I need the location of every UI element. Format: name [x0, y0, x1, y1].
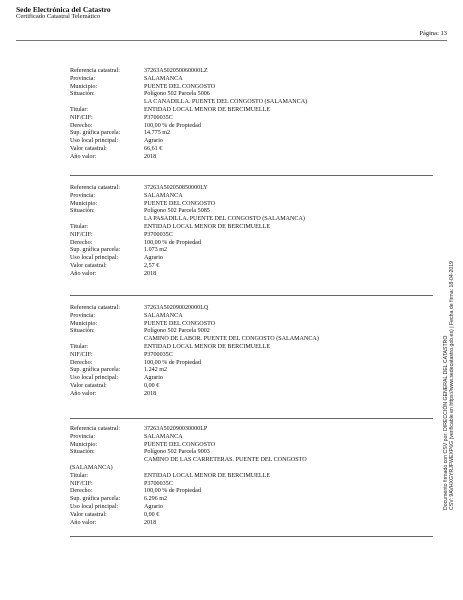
signature-text: [443, 261, 455, 510]
label-provincia: Provincia:: [70, 312, 96, 319]
page-number: Página: 13: [419, 30, 447, 37]
label-uso: Uso local principal:: [70, 138, 119, 145]
value-provincia: SALAMANCA: [144, 433, 183, 440]
value-nif: P3700035C: [144, 231, 173, 238]
label-derecho: Derecho:: [70, 488, 93, 495]
label-titular: Titular:: [70, 106, 89, 113]
label-municipio: Municipio:: [70, 83, 98, 90]
label-superficie: Sup. gráfica parcela:: [70, 367, 121, 374]
value-valor: 66,61 €: [144, 145, 163, 152]
label-titular: Titular:: [70, 343, 89, 350]
cadastral-record: [70, 68, 410, 162]
value-municipio: PUENTE DEL CONGOSTO: [144, 200, 216, 207]
cadastral-record: [70, 305, 410, 399]
value-ref: 37263A502050850000LY: [144, 185, 208, 191]
value-municipio: PUENTE DEL CONGOSTO: [144, 441, 216, 448]
label-anio: Año valor:: [70, 270, 97, 277]
header-title: Sede Electrónica del Catastro: [16, 5, 111, 14]
value-derecho: 100,00 % de Propiedad: [144, 488, 201, 495]
signature-line-1: Documento firmado con CSV por: DIRECCIÓN GENERAL DEL CATASTRO: [443, 335, 449, 510]
label-uso: Uso local principal:: [70, 375, 119, 382]
header-subtitle: Certificado Catastral Telemático: [16, 13, 101, 20]
value-superficie: 1.073 m2: [144, 247, 168, 254]
value-superficie: 14.775 m2: [144, 130, 171, 137]
record-divider: [70, 295, 433, 296]
value-provincia: SALAMANCA: [144, 75, 183, 82]
label-valor: Valor catastral:: [70, 382, 107, 389]
value-situacion-detail: CAMINO DE LABOR. PUENTE DEL CONGOSTO (SALAMANCA): [144, 336, 319, 343]
label-valor: Valor catastral:: [70, 511, 107, 518]
label-anio: Año valor:: [70, 153, 97, 160]
label-superficie: Sup. gráfica parcela:: [70, 496, 121, 503]
signature-sidebar: [436, 120, 455, 510]
value-superficie: 6.296 m2: [144, 496, 168, 503]
value-situacion-detail: CAMINO DE LAS CARRETERAS. PUENTE DEL CONGOSTO: [144, 457, 307, 464]
label-superficie: Sup. gráfica parcela:: [70, 130, 121, 137]
cadastral-record: [70, 426, 410, 527]
value-valor: 0,00 €: [144, 382, 160, 389]
value-anio: 2018: [144, 390, 157, 397]
label-ref: Referencia catastral:: [70, 185, 120, 191]
label-nif: NIF/CIF:: [70, 231, 93, 238]
label-derecho: Derecho:: [70, 359, 93, 366]
label-nif: NIF/CIF:: [70, 351, 93, 358]
label-uso: Uso local principal:: [70, 255, 119, 262]
value-situacion: Polígono 502 Parcela 9002: [144, 328, 210, 335]
label-ref: Referencia catastral:: [70, 426, 120, 432]
label-provincia: Provincia:: [70, 75, 96, 82]
value-nif: P3700035C: [144, 114, 173, 121]
label-ref: Referencia catastral:: [70, 68, 120, 74]
value-provincia: SALAMANCA: [144, 192, 183, 199]
value-titular: ENTIDAD LOCAL MENOR DE BERCIMUELLE: [144, 106, 271, 113]
label-situacion: Situación:: [70, 208, 95, 215]
value-superficie: 1.242 m2: [144, 367, 168, 374]
label-derecho: Derecho:: [70, 239, 93, 246]
value-situacion-detail: LA CANADILLA. PUENTE DEL CONGOSTO (SALAMANCA): [144, 99, 308, 106]
value-situacion: Polígono 502 Parcela 9003: [144, 449, 210, 456]
label-uso: Uso local principal:: [70, 503, 119, 510]
label-titular: Titular:: [70, 223, 89, 230]
label-municipio: Municipio:: [70, 320, 98, 327]
value-anio: 2018: [144, 270, 157, 277]
label-valor: Valor catastral:: [70, 145, 107, 152]
value-ref: 37263A502090030000LP: [144, 426, 208, 432]
value-anio: 2018: [144, 153, 157, 160]
value-valor: 2,57 €: [144, 262, 160, 269]
record-divider: [70, 536, 433, 537]
value-municipio: PUENTE DEL CONGOSTO: [144, 320, 216, 327]
value-anio: 2018: [144, 519, 157, 526]
label-anio: Año valor:: [70, 519, 97, 526]
value-municipio: PUENTE DEL CONGOSTO: [144, 83, 216, 90]
label-derecho: Derecho:: [70, 122, 93, 129]
value-derecho: 100,00 % de Propiedad: [144, 122, 201, 129]
label-ref: Referencia catastral:: [70, 305, 120, 311]
label-municipio: Municipio:: [70, 200, 98, 207]
record-divider: [70, 175, 433, 176]
value-nif: P3700035C: [144, 480, 173, 487]
value-uso: Agrario: [144, 138, 163, 145]
value-ref: 37263A502050060000LZ: [144, 68, 208, 74]
label-provincia: Provincia:: [70, 192, 96, 199]
value-derecho: 100,00 % de Propiedad: [144, 359, 201, 366]
label-nif: NIF/CIF:: [70, 114, 93, 121]
cadastral-record: [70, 185, 410, 279]
label-titular: Titular:: [70, 472, 89, 479]
label-municipio: Municipio:: [70, 441, 98, 448]
label-situacion: Situación:: [70, 449, 95, 456]
value-derecho: 100,00 % de Propiedad: [144, 239, 201, 246]
label-superficie: Sup. gráfica parcela:: [70, 247, 121, 254]
value-situacion-detail: LA PASADILLA. PUENTE DEL CONGOSTO (SALAMANCA): [144, 216, 305, 223]
label-situacion: Situación:: [70, 91, 95, 98]
label-nif: NIF/CIF:: [70, 480, 93, 487]
value-titular: ENTIDAD LOCAL MENOR DE BERCIMUELLE: [144, 223, 271, 230]
label-situacion: Situación:: [70, 328, 95, 335]
signature-line-2: CSV: 9AVHXGYRJFWEXP6G (verificable en https://www.sedecatastro.gob.es) | Fecha de firma: 18-04-2019: [449, 260, 455, 510]
value-situacion: Polígono 502 Parcela 5085: [144, 208, 210, 215]
header-divider: [16, 40, 447, 41]
record-divider: [70, 418, 433, 419]
value-situacion: Polígono 502 Parcela 5006: [144, 91, 210, 98]
value-uso: Agrario: [144, 375, 163, 382]
value-situacion-province: (SALAMANCA): [70, 464, 113, 471]
value-provincia: SALAMANCA: [144, 312, 183, 319]
value-uso: Agrario: [144, 255, 163, 262]
value-valor: 0,00 €: [144, 511, 160, 518]
value-titular: ENTIDAD LOCAL MENOR DE BERCIMUELLE: [144, 343, 271, 350]
label-provincia: Provincia:: [70, 433, 96, 440]
value-titular: ENTIDAD LOCAL MENOR DE BERCIMUELLE: [144, 472, 271, 479]
value-ref: 37263A502090020000LQ: [144, 305, 209, 311]
label-valor: Valor catastral:: [70, 262, 107, 269]
label-anio: Año valor:: [70, 390, 97, 397]
value-nif: P3700035C: [144, 351, 173, 358]
value-uso: Agrario: [144, 503, 163, 510]
